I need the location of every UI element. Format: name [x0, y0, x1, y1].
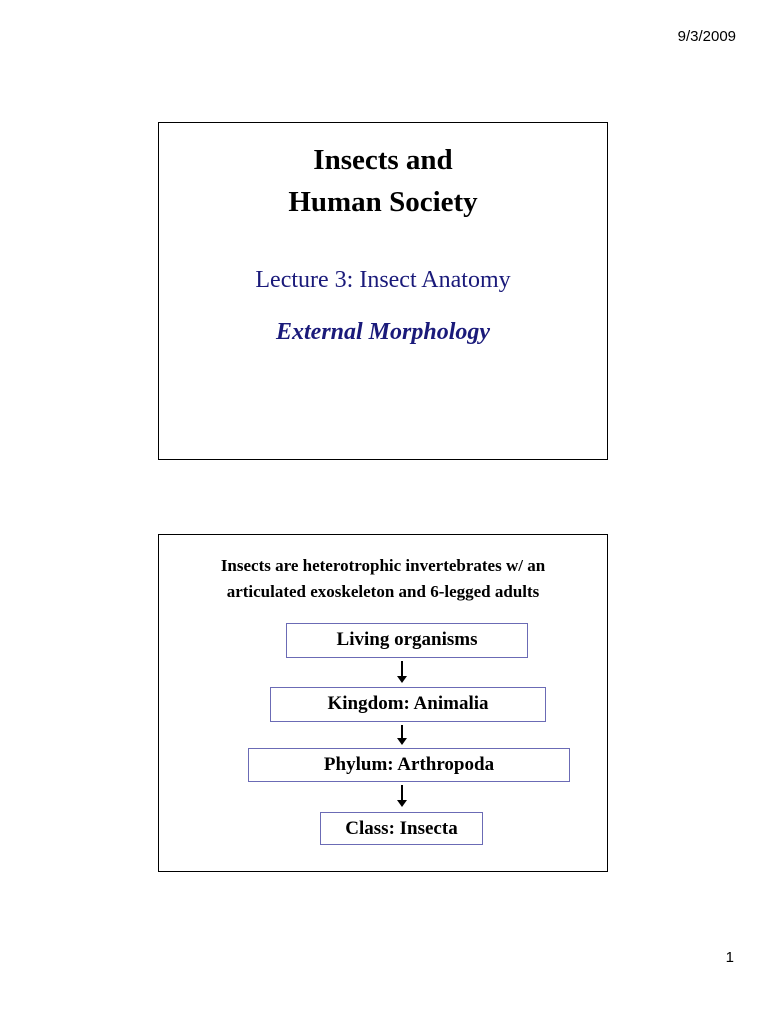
- taxonomy-box-kingdom: Kingdom: Animalia: [270, 687, 546, 722]
- page-number: 1: [725, 949, 734, 966]
- slide-title-line1: Insects and: [313, 144, 453, 176]
- page-date: 9/3/2009: [677, 28, 736, 45]
- intro-line1: Insects are heterotrophic invertebrates w/ an: [220, 556, 546, 575]
- down-arrow-icon: [401, 661, 403, 677]
- intro-line2: articulated exoskeleton and 6-legged adults: [226, 582, 540, 601]
- slide-title: [158, 122, 608, 460]
- topic-subtitle: External Morphology: [275, 319, 491, 345]
- slide-taxonomy: [158, 534, 608, 872]
- taxonomy-box-class: Class: Insecta: [320, 812, 483, 845]
- down-arrow-icon: [401, 725, 403, 739]
- taxonomy-box-phylum: Phylum: Arthropoda: [248, 748, 570, 782]
- down-arrow-icon: [401, 785, 403, 801]
- slide-title-line2: Human Society: [288, 186, 478, 218]
- taxonomy-box-living-organisms: Living organisms: [286, 623, 528, 658]
- lecture-subtitle: Lecture 3: Insect Anatomy: [255, 267, 511, 293]
